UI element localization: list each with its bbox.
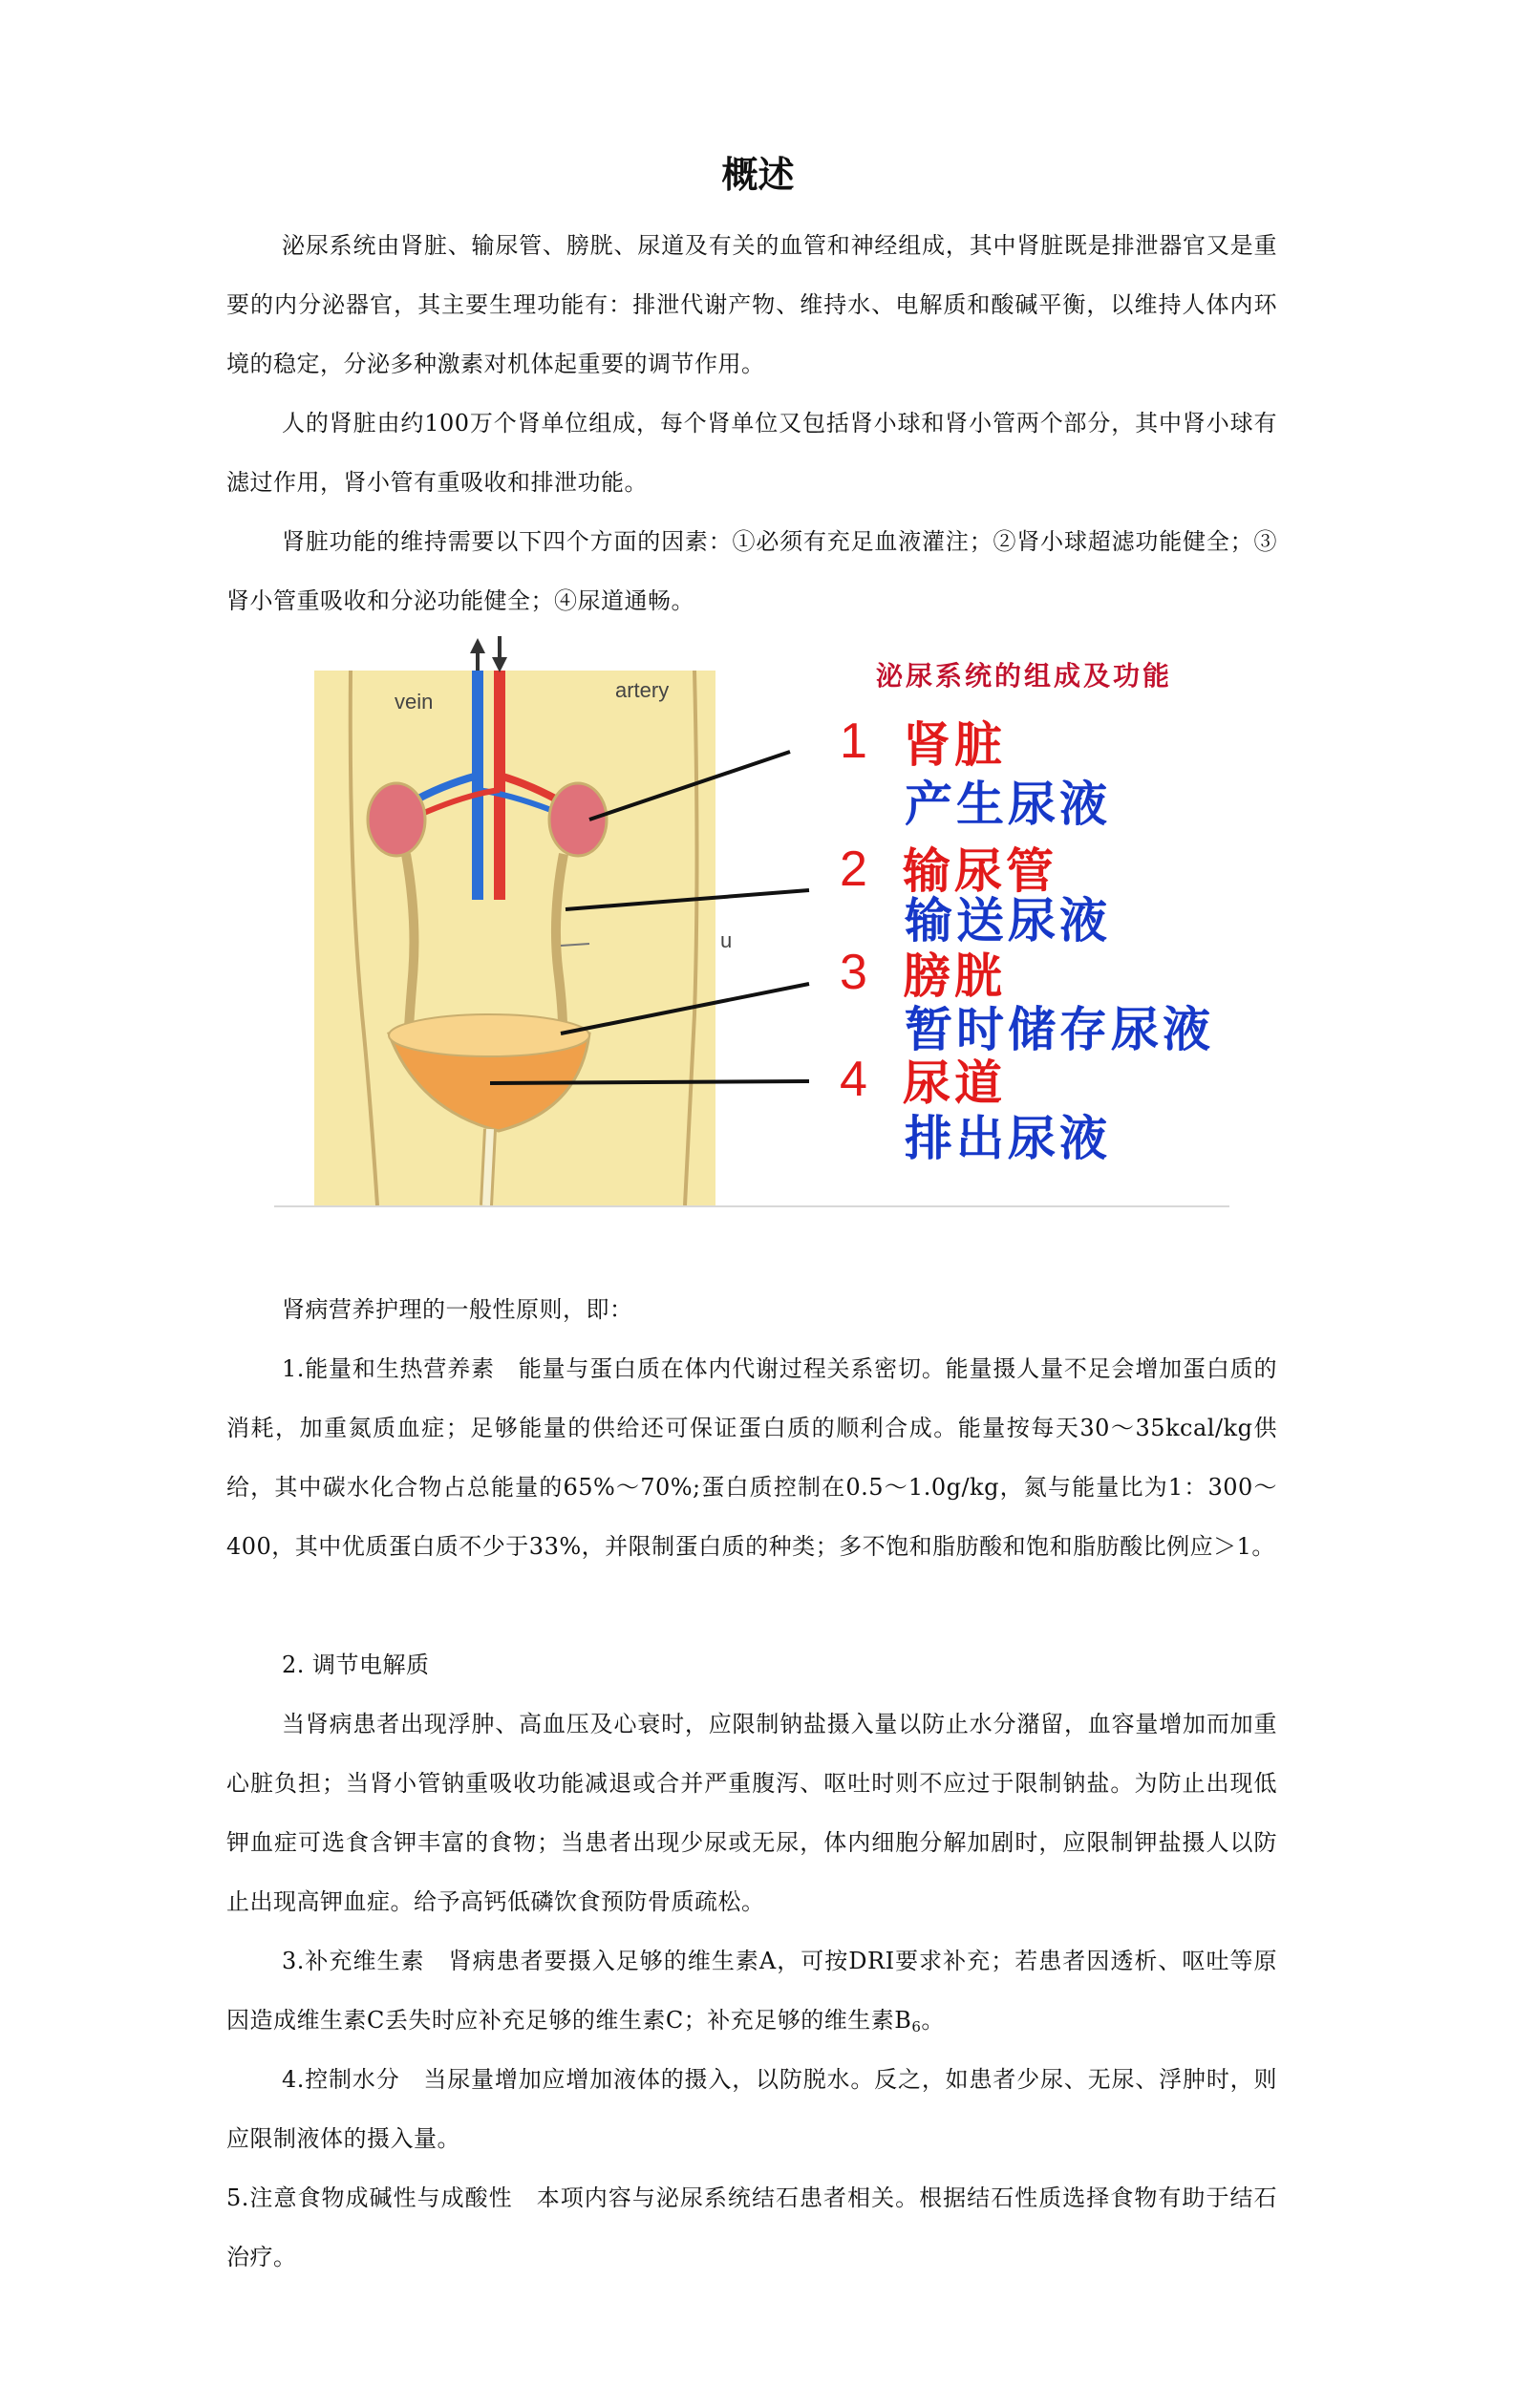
arrow-up-icon [470,638,485,653]
paragraph-electrolytes-heading: 2. 调节电解质 [282,1652,430,1678]
u-label: u [720,928,733,952]
function-label-urethra: 排出尿液 [905,1111,1111,1166]
item-number: 3 [840,945,867,1000]
organ-label-kidney: 肾脏 [903,717,1006,773]
vitamin-b-subscript: 6 [911,2018,922,2035]
organ-label-ureter: 输尿管 [903,843,1057,899]
paragraph-vitamins [226,1931,1277,2056]
arrow-down-icon [492,657,507,672]
item-number: 1 [840,714,867,769]
left-kidney [368,783,425,856]
urinary-system-figure [274,632,1229,1225]
item-number: 4 [840,1052,867,1107]
vein-label: vein [395,690,434,714]
paragraph-overview: 泌尿系统由肾脏、输尿管、膀胱、尿道及有关的血管和神经组成，其中肾脏既是排泄器官又是重要的内分泌器官，其主要生理功能有：排泄代谢产物、维持水、电解质和酸碱平衡，以维持人体内环境的稳定，分泌多种激素对机体起重要的调节作用。 [226,232,1277,377]
right-kidney [549,783,607,856]
paragraph-vitamins-text: 3.补充维生素 肾病患者要摄入足够的维生素A，可按DRI要求补充；若患者因透析、呕吐等原因造成维生素C丢失时应补充足够的维生素C；补充足够的维生素B [226,1948,1277,2034]
paragraph-acid-base-foods: 5.注意食物成碱性与成酸性 本项内容与泌尿系统结石患者相关。根据结石性质选择食物有助于结石治疗。 [226,2184,1277,2270]
page-title: 概述 [721,154,795,196]
item-number: 2 [840,842,867,897]
paragraph-kidney-function-factors: 肾脏功能的维持需要以下四个方面的因素：①必须有充足血液灌注；②肾小球超滤功能健全；③肾小管重吸收和分泌功能健全；④尿道通畅。 [226,528,1277,614]
organ-label-bladder: 膀胱 [903,948,1006,1004]
artery-label: artery [615,678,670,702]
figure-bottom-rule [274,1205,1229,1207]
function-label-kidney: 产生尿液 [905,777,1111,832]
figure-heading: 泌尿系统的组成及功能 [876,660,1173,692]
paragraph-vitamins-end: 。 [921,2007,945,2034]
paragraph-electrolytes: 当肾病患者出现浮肿、高血压及心衰时，应限制钠盐摄入量以防止水分潴留，血容量增加而加重心脏负担；当肾小管钠重吸收功能减退或合并严重腹泻、呕吐时则不应过于限制钠盐。为防止出现低钾血症可选食含钾丰富的食物；当患者出现少尿或无尿，体内细胞分解加剧时，应限制钾盐摄人以防止出现高钾血症。给予高钙低磷饮食预防骨质疏松。 [226,1711,1277,1915]
paragraph-principles-intro: 肾病营养护理的一般性原则，即： [282,1296,633,1323]
organ-label-urethra: 尿道 [903,1055,1006,1111]
paragraph-nephron: 人的肾脏由约100万个肾单位组成，每个肾单位又包括肾小球和肾小管两个部分，其中肾小球有滤过作用，肾小管有重吸收和排泄功能。 [226,410,1277,496]
function-label-bladder: 暂时储存尿液 [905,1002,1214,1057]
function-label-ureter: 输送尿液 [905,893,1111,948]
paragraph-water: 4.控制水分 当尿量增加应增加液体的摄入，以防脱水。反之，如患者少尿、无尿、浮肿时，则应限制液体的摄入量。 [226,2066,1277,2152]
paragraph-energy-nutrients: 1.能量和生热营养素 能量与蛋白质在体内代谢过程关系密切。能量摄人量不足会增加蛋白质的消耗，加重氮质血症；足够能量的供给还可保证蛋白质的顺利合成。能量按每天30～35kcal/kg供给，其中碳水化合物占总能量的65%～70%;蛋白质控制在0.5～1.0g/kg，氮与能量比为1：300～400，其中优质蛋白质不少于33%，并限制蛋白质的种类；多不饱和脂肪酸和饱和脂肪酸比例应＞1。 [226,1355,1277,1560]
pointer-line-urethra [490,1081,809,1083]
